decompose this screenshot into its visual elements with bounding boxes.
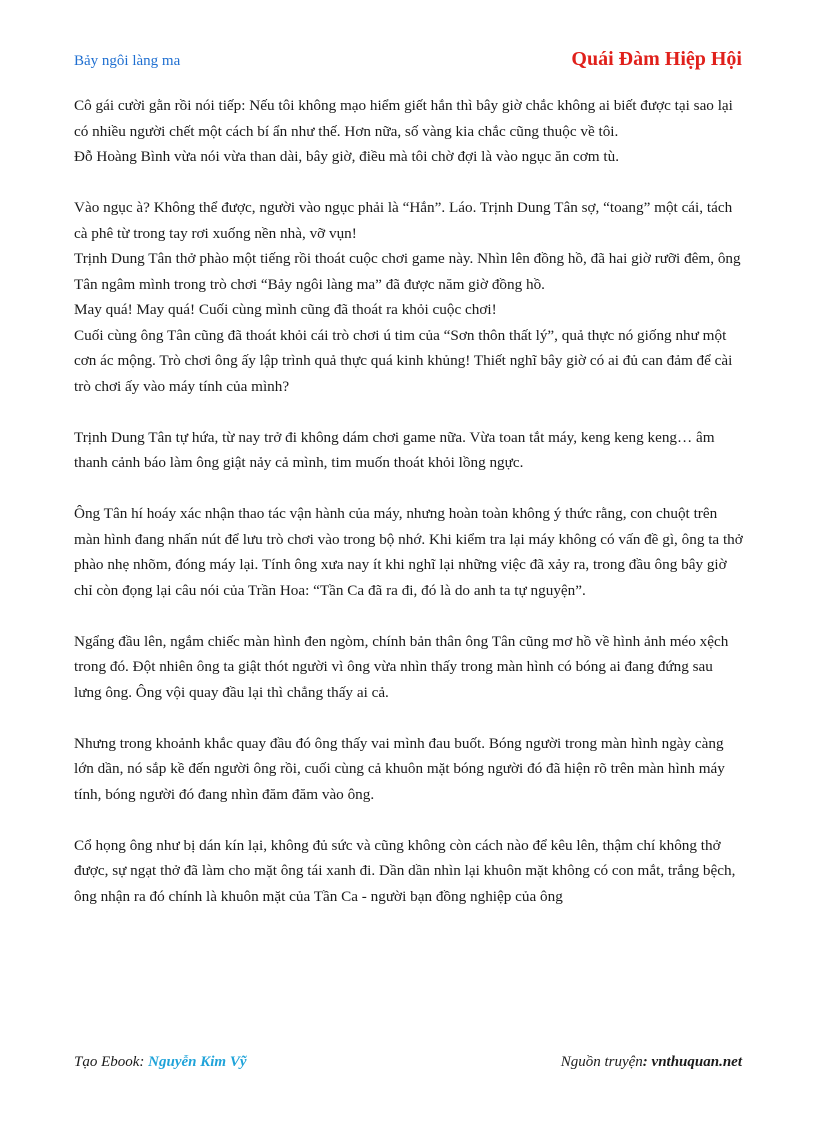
source-label: Nguồn truyện bbox=[560, 1054, 643, 1070]
paragraph: Cổ họng ông như bị dán kín lại, không đủ sức và cũng không còn cách nào để kêu lên, thậm chí không thở được, sự ngạt thở đã làm cho mặt ông tái xanh đi. Dần dần nhìn lại khuôn mặt không có con mắt, trắng bệch, ông nhận ra đó chính là khuôn mặt của Tần Ca - người bạn đồng nghiệp của ông bbox=[74, 836, 736, 905]
source-separator: : bbox=[642, 1054, 652, 1070]
source-site: vnthuquan.net bbox=[651, 1054, 742, 1070]
paragraph: Đỗ Hoàng Bình vừa nói vừa than dài, bây giờ, điều mà tôi chờ đợi là vào ngục ăn cơm tù. bbox=[74, 148, 620, 165]
source-credit bbox=[561, 1054, 742, 1071]
ebook-author: Nguyễn Kim Vỹ bbox=[148, 1054, 247, 1070]
story-body bbox=[74, 93, 744, 909]
book-title: Bảy ngôi làng ma bbox=[74, 53, 181, 69]
ebook-label: Tạo Ebook bbox=[74, 1054, 140, 1070]
paragraph: Trịnh Dung Tân tự hứa, từ nay trở đi không dám chơi game nữa. Vừa toan tắt máy, keng keng keng… âm thanh cảnh báo làm ông giật nảy cả mình, tim muốn thoát khỏi lồng ngực. bbox=[74, 428, 715, 471]
paragraph: Cô gái cười gằn rồi nói tiếp: Nếu tôi không mạo hiểm giết hắn thì bây giờ chắc không ai biết được tại sao lại có nhiều người chết một cách bí ẩn như thế. Hơn nữa, số vàng kia chắc cũng thuộc về tôi. bbox=[74, 97, 733, 140]
paragraph: Ngẩng đầu lên, ngắm chiếc màn hình đen ngòm, chính bản thân ông Tân cũng mơ hồ về hình ảnh méo xệch trong đó. Đột nhiên ông ta giật thót người vì ông vừa nhìn thấy trong màn hình có bóng ai đang đứng sau lưng ông. Ông vội quay đầu lại thì chẳng thấy ai cả. bbox=[74, 632, 729, 701]
paragraph: May quá! May quá! Cuối cùng mình cũng đã thoát ra khỏi cuộc chơi! bbox=[74, 301, 497, 318]
paragraph: Trịnh Dung Tân thở phào một tiếng rồi thoát cuộc chơi game này. Nhìn lên đồng hồ, đã hai giờ rưỡi đêm, ông Tân ngâm mình trong trò chơi “Bảy ngôi làng ma” đã được năm giờ đồng hồ. bbox=[74, 250, 741, 293]
page-header bbox=[74, 48, 742, 78]
paragraph: Nhưng trong khoảnh khắc quay đầu đó ông thấy vai mình đau buốt. Bóng người trong màn hình ngày càng lớn dần, nó sắp kề đến người ông rồi, cuối cùng cả khuôn mặt bóng người đó đã hiện rõ trên màn hình máy tính, bóng người đó đang nhìn đăm đăm vào ông. bbox=[74, 734, 725, 803]
ebook-credit bbox=[74, 1054, 247, 1071]
paragraph: Vào ngục à? Không thể được, người vào ngục phải là “Hắn”. Láo. Trịnh Dung Tân sợ, “toang” một cái, tách cà phê từ trong tay rơi xuống nền nhà, vỡ vụn! bbox=[74, 199, 733, 242]
series-title: Quái Đàm Hiệp Hội bbox=[571, 48, 742, 70]
page-footer bbox=[74, 1054, 742, 1078]
ebook-separator: : bbox=[139, 1054, 149, 1070]
paragraph: Cuối cùng ông Tân cũng đã thoát khỏi cái trò chơi ú tim của “Sơn thôn thất lý”, quả thực nó giống như một cơn ác mộng. Trò chơi ông ấy lập trình quả thực quá kinh khủng! Thiết nghĩ bây giờ có ai đủ can đảm để cài trò chơi ấy vào máy tính của mình? bbox=[74, 326, 733, 395]
paragraph: Ông Tân hí hoáy xác nhận thao tác vận hành của máy, nhưng hoàn toàn không ý thức rằng, con chuột trên màn hình đang nhấn nút để lưu trò chơi vào trong bộ nhớ. Khi kiểm tra lại máy không có vấn đề gì, ông ta thở phào nhẹ nhõm, đóng máy lại. Tính ông xưa nay ít khi nghĩ lại những việc đã xảy ra, trong đầu ông bây giờ chỉ còn đọng lại câu nói của Trần Hoa: “Tần Ca đã ra đi, đó là do anh ta tự nguyện”. bbox=[74, 505, 743, 599]
